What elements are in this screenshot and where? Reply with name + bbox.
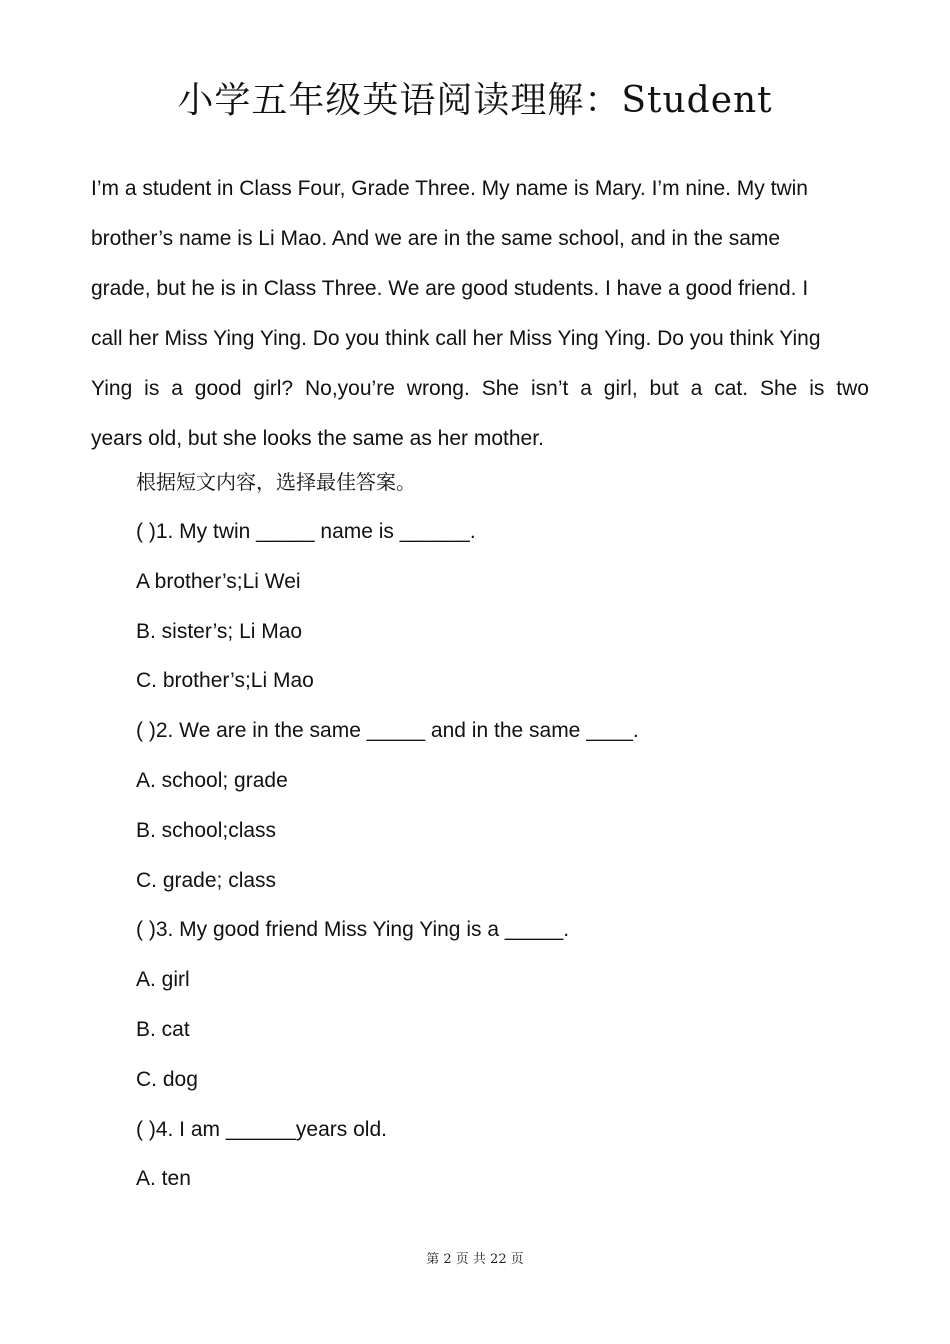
question-list xyxy=(136,513,836,1210)
option-a: A. ten xyxy=(136,1167,191,1191)
option-b: B. sister’s; Li Mao xyxy=(136,619,303,643)
passage-line: Ying is a good girl? No,you’re wrong. She isn’t a girl, but a cat. She is two xyxy=(91,377,869,400)
page-footer: 第 2 页 共 22 页 xyxy=(426,1252,524,1267)
passage-line: grade, but he is in Class Three. We are good students. I have a good friend. I xyxy=(91,277,809,300)
option-b: B. cat xyxy=(136,1017,190,1041)
option-c: C. brother’s;Li Mao xyxy=(136,669,314,693)
question-3: ( )3. My good friend Miss Ying Ying is a _____. xyxy=(136,918,570,942)
passage-line: I’m a student in Class Four, Grade Three. My name is Mary. I’m nine. My twin xyxy=(91,177,808,200)
option-b: B. school;class xyxy=(136,818,277,842)
instruction-text: 根据短文内容，选择最佳答案。 xyxy=(136,470,416,494)
page-title: 小学五年级英语阅读理解：Student xyxy=(177,80,773,121)
question-2: ( )2. We are in the same _____ and in the same ____. xyxy=(136,719,639,743)
option-c: C. grade; class xyxy=(136,868,277,892)
option-a: A. girl xyxy=(136,968,190,992)
question-1: ( )1. My twin _____ name is ______. xyxy=(136,520,476,543)
option-a: A brother’s;Li Wei xyxy=(136,569,301,593)
passage-line: years old, but she looks the same as her mother. xyxy=(91,427,544,450)
question-4: ( )4. I am ______years old. xyxy=(136,1117,387,1141)
passage-line: brother’s name is Li Mao. And we are in the same school, and in the same xyxy=(91,227,781,250)
reading-passage xyxy=(91,164,869,464)
option-c: C. dog xyxy=(136,1067,198,1091)
passage-line: call her Miss Ying Ying. Do you think call her Miss Ying Ying. Do you think Ying xyxy=(91,327,821,350)
option-a: A. school; grade xyxy=(136,768,288,792)
